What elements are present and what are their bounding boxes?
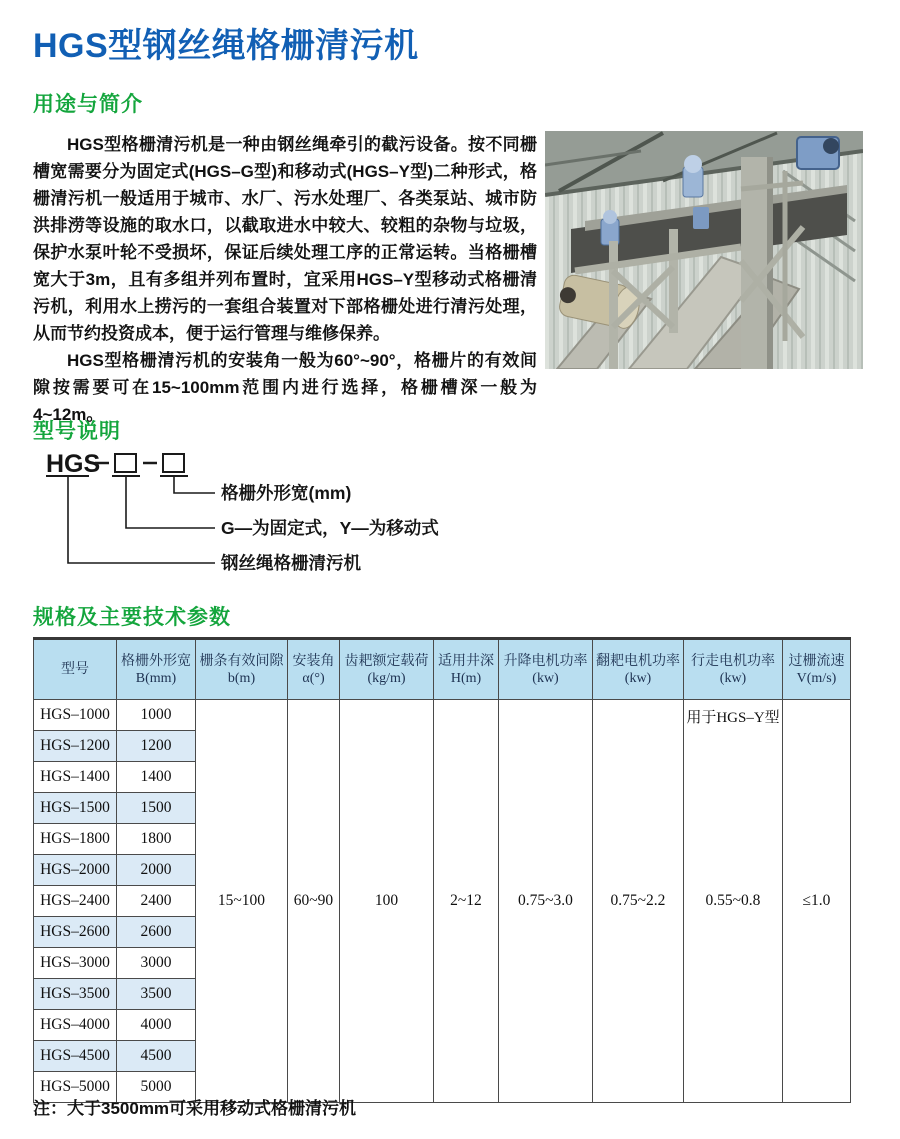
equipment-photo: [545, 131, 863, 369]
cell-model: HGS–1000: [34, 700, 117, 731]
motor-blue-top-right: [797, 137, 839, 169]
cell-width: 4500: [117, 1041, 196, 1072]
cell-model: HGS–3500: [34, 979, 117, 1010]
cell-width: 1800: [117, 824, 196, 855]
cell-rake-power-merged: 0.75~2.2: [593, 700, 684, 1103]
model-prefix: HGS: [46, 450, 101, 478]
travel-power-value: 0.55~0.8: [705, 892, 761, 909]
cell-width: 5000: [117, 1072, 196, 1103]
spec-table: [33, 637, 851, 1103]
cell-width: 1200: [117, 731, 196, 762]
cell-model: HGS–2600: [34, 917, 117, 948]
section-heading-intro: 用途与简介: [33, 93, 143, 116]
cell-model: HGS–1800: [34, 824, 117, 855]
table-row: [34, 700, 851, 731]
col-header-velocity: 过栅流速 V(m/s): [783, 639, 851, 700]
motor-blue-left: [601, 210, 619, 245]
cell-width: 1000: [117, 700, 196, 731]
col-header-gap: 栅条有效间隙 b(m): [196, 639, 288, 700]
model-label-type: G—为固定式，Y—为移动式: [221, 518, 439, 538]
cell-width: 2000: [117, 855, 196, 886]
col-header-rake-power: 翻耙电机功率 (kw): [593, 639, 684, 700]
cell-lift-power-merged: 0.75~3.0: [499, 700, 593, 1103]
cell-width: 3500: [117, 979, 196, 1010]
model-box-2: [163, 454, 184, 472]
cell-width: 2400: [117, 886, 196, 917]
cell-velocity-merged: ≤1.0: [783, 700, 851, 1103]
travel-power-note: 用于HGS–Y型: [686, 710, 780, 726]
cell-width: 4000: [117, 1010, 196, 1041]
cell-load-merged: 100: [340, 700, 434, 1103]
col-header-angle: 安装角 α(°): [288, 639, 340, 700]
cell-model: HGS–3000: [34, 948, 117, 979]
model-code-diagram: [33, 448, 553, 598]
cell-model: HGS–1200: [34, 731, 117, 762]
cell-model: HGS–4500: [34, 1041, 117, 1072]
motor-blue-center: [683, 155, 703, 197]
cell-travel-power-merged: [684, 700, 783, 1103]
intro-text: [33, 131, 537, 428]
header-row: [34, 639, 851, 700]
cell-width: 2600: [117, 917, 196, 948]
table-footnote: 注：大于3500mm可采用移动式格栅清污机: [33, 1099, 357, 1118]
section-heading-specs: 规格及主要技术参数: [33, 606, 231, 629]
equipment-photo-illustration: [545, 131, 863, 369]
model-label-machine: 钢丝绳格栅清污机: [221, 553, 361, 573]
cell-model: HGS–1400: [34, 762, 117, 793]
intro-paragraph-1: HGS型格栅清污机是一种由钢丝绳牵引的截污设备。按不同栅槽宽需要分为固定式(HGS–G型)和移动式(HGS–Y型)二种形式，格栅清污机一般适用于城市、水厂、污水处理厂、各类泵站、城市防洪排涝等设施的取水口，以截取进水中较大、较粗的杂物与垃圾，保护水泵叶轮不受损坏，保证后续处理工序的正常运转。当格栅槽宽大于3m，且有多组并列布置时，宜采用HGS–Y型移动式格栅清污机，利用水上捞污的一套组合装置对下部格栅处进行清污处理，从而节约投资成本，便于运行管理与维修保养。: [33, 135, 537, 343]
col-header-travel-power: 行走电机功率 (kw): [684, 639, 783, 700]
cell-model: HGS–2000: [34, 855, 117, 886]
cell-model: HGS–5000: [34, 1072, 117, 1103]
col-header-width: 格栅外形宽 B(mm): [117, 639, 196, 700]
model-label-width: 格栅外形宽(mm): [221, 483, 352, 503]
cell-angle-merged: 60~90: [288, 700, 340, 1103]
col-header-lift-power: 升降电机功率 (kw): [499, 639, 593, 700]
section-heading-model: 型号说明: [33, 420, 121, 443]
cell-model: HGS–2400: [34, 886, 117, 917]
cell-width: 3000: [117, 948, 196, 979]
intro-paragraph-2: HGS型格栅清污机的安装角一般为60°~90°，格栅片的有效间隙按需要可在15~100mm范围内进行选择，格栅槽深一般为4~12m。: [33, 351, 537, 424]
cell-gap-merged: 15~100: [196, 700, 288, 1103]
col-header-load: 齿耙额定载荷 (kg/m): [340, 639, 434, 700]
cell-width: 1400: [117, 762, 196, 793]
cell-model: HGS–4000: [34, 1010, 117, 1041]
col-header-model: 型号: [34, 639, 117, 700]
cell-width: 1500: [117, 793, 196, 824]
cell-depth-merged: 2~12: [434, 700, 499, 1103]
intro-section: [33, 131, 865, 428]
cell-model: HGS–1500: [34, 793, 117, 824]
col-header-depth: 适用井深 H(m): [434, 639, 499, 700]
page-title: HGS型钢丝绳格栅清污机: [33, 27, 419, 65]
model-box-1: [115, 454, 136, 472]
